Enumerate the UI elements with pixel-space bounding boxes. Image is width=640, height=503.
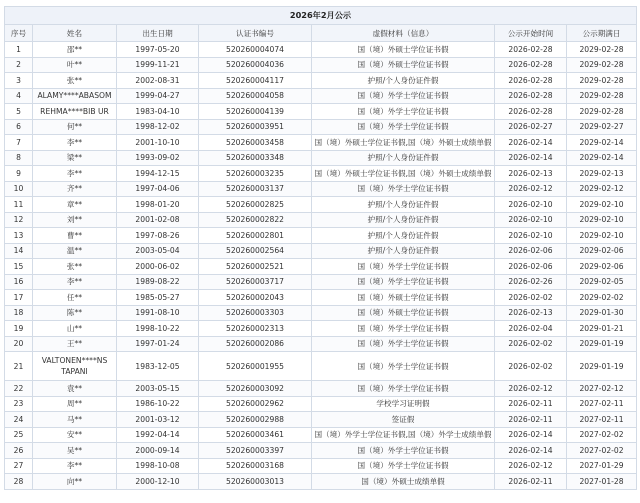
cell-no: 10 bbox=[5, 181, 33, 197]
cell-cert: 520260003951 bbox=[199, 119, 312, 135]
cell-no: 4 bbox=[5, 88, 33, 104]
col-header-no: 序号 bbox=[5, 25, 33, 42]
cell-no: 7 bbox=[5, 135, 33, 151]
cell-cert: 520260004074 bbox=[199, 42, 312, 58]
table-body bbox=[5, 42, 637, 490]
cell-name: 向** bbox=[33, 474, 117, 490]
cell-material: 国（境）外学士学位证书假 bbox=[312, 458, 495, 474]
cell-cert: 520260003458 bbox=[199, 135, 312, 151]
cell-birth: 2000-09-14 bbox=[117, 443, 199, 459]
table-row bbox=[5, 212, 637, 228]
cell-birth: 2002-08-31 bbox=[117, 73, 199, 89]
cell-material: 国（境）外学士学位证书假 bbox=[312, 321, 495, 337]
cell-start: 2026-02-28 bbox=[495, 88, 567, 104]
cell-name: 刘** bbox=[33, 212, 117, 228]
cell-start: 2026-02-06 bbox=[495, 259, 567, 275]
cell-birth: 2001-03-12 bbox=[117, 412, 199, 428]
cell-material: 国（境）外硕士学位证书假 bbox=[312, 42, 495, 58]
cell-cert: 520260003461 bbox=[199, 427, 312, 443]
cell-material: 护照/个人身份证件假 bbox=[312, 150, 495, 166]
cell-birth: 2000-12-10 bbox=[117, 474, 199, 490]
cell-birth: 1991-08-10 bbox=[117, 305, 199, 321]
table-row bbox=[5, 381, 637, 397]
cell-end: 2027-02-11 bbox=[567, 396, 637, 412]
cell-no: 19 bbox=[5, 321, 33, 337]
cell-no: 5 bbox=[5, 104, 33, 120]
cell-material: 国（境）外学士学位证书假 bbox=[312, 104, 495, 120]
cell-end: 2029-02-14 bbox=[567, 150, 637, 166]
cell-end: 2029-01-30 bbox=[567, 305, 637, 321]
cell-cert: 520260003397 bbox=[199, 443, 312, 459]
cell-cert: 520260002521 bbox=[199, 259, 312, 275]
cell-birth: 1997-04-06 bbox=[117, 181, 199, 197]
cell-no: 21 bbox=[5, 352, 33, 381]
cell-name: 李** bbox=[33, 135, 117, 151]
notice-table-container bbox=[4, 6, 636, 490]
cell-no: 12 bbox=[5, 212, 33, 228]
cell-no: 3 bbox=[5, 73, 33, 89]
cell-end: 2029-02-28 bbox=[567, 88, 637, 104]
cell-cert: 520260003348 bbox=[199, 150, 312, 166]
cell-birth: 1989-08-22 bbox=[117, 274, 199, 290]
cell-material: 护照/个人身份证件假 bbox=[312, 73, 495, 89]
cell-cert: 520260003235 bbox=[199, 166, 312, 182]
cell-cert: 520260004139 bbox=[199, 104, 312, 120]
cell-name: 温** bbox=[33, 243, 117, 259]
cell-start: 2026-02-06 bbox=[495, 243, 567, 259]
table-row bbox=[5, 135, 637, 151]
cell-start: 2026-02-10 bbox=[495, 212, 567, 228]
cell-birth: 2003-05-04 bbox=[117, 243, 199, 259]
cell-birth: 1999-11-21 bbox=[117, 57, 199, 73]
cell-start: 2026-02-02 bbox=[495, 352, 567, 381]
table-row bbox=[5, 305, 637, 321]
cell-start: 2026-02-13 bbox=[495, 166, 567, 182]
cell-end: 2029-02-27 bbox=[567, 119, 637, 135]
cell-start: 2026-02-14 bbox=[495, 150, 567, 166]
cell-name: 梁** bbox=[33, 150, 117, 166]
table-row bbox=[5, 228, 637, 244]
cell-no: 17 bbox=[5, 290, 33, 306]
cell-start: 2026-02-28 bbox=[495, 73, 567, 89]
cell-no: 28 bbox=[5, 474, 33, 490]
cell-no: 24 bbox=[5, 412, 33, 428]
cell-start: 2026-02-27 bbox=[495, 119, 567, 135]
cell-no: 22 bbox=[5, 381, 33, 397]
col-header-cert: 认证书编号 bbox=[199, 25, 312, 42]
cell-material: 国（境）外硕士学位证书假 bbox=[312, 305, 495, 321]
notice-table bbox=[4, 6, 637, 490]
cell-birth: 1985-05-27 bbox=[117, 290, 199, 306]
cell-end: 2027-01-29 bbox=[567, 458, 637, 474]
table-row bbox=[5, 412, 637, 428]
cell-name: 叶** bbox=[33, 57, 117, 73]
cell-name: 袁** bbox=[33, 381, 117, 397]
cell-start: 2026-02-11 bbox=[495, 412, 567, 428]
cell-birth: 1983-12-05 bbox=[117, 352, 199, 381]
cell-cert: 520260003168 bbox=[199, 458, 312, 474]
cell-start: 2026-02-12 bbox=[495, 181, 567, 197]
cell-start: 2026-02-10 bbox=[495, 228, 567, 244]
cell-material: 国（境）外硕士成绩单假 bbox=[312, 474, 495, 490]
table-row bbox=[5, 474, 637, 490]
cell-cert: 520260001955 bbox=[199, 352, 312, 381]
cell-end: 2029-02-14 bbox=[567, 135, 637, 151]
cell-birth: 1998-10-08 bbox=[117, 458, 199, 474]
cell-start: 2026-02-10 bbox=[495, 197, 567, 213]
cell-name: REHMA****BIB UR bbox=[33, 104, 117, 120]
table-title: 2026年2月公示 bbox=[5, 7, 637, 25]
cell-start: 2026-02-12 bbox=[495, 381, 567, 397]
cell-no: 1 bbox=[5, 42, 33, 58]
cell-cert: 520260002801 bbox=[199, 228, 312, 244]
cell-start: 2026-02-02 bbox=[495, 336, 567, 352]
cell-no: 13 bbox=[5, 228, 33, 244]
cell-birth: 2001-02-08 bbox=[117, 212, 199, 228]
cell-start: 2026-02-14 bbox=[495, 443, 567, 459]
cell-end: 2029-02-28 bbox=[567, 73, 637, 89]
table-row bbox=[5, 427, 637, 443]
cell-start: 2026-02-14 bbox=[495, 427, 567, 443]
cell-cert: 520260002825 bbox=[199, 197, 312, 213]
cell-name: ALAMY****ABASOM bbox=[33, 88, 117, 104]
cell-name: 陈** bbox=[33, 305, 117, 321]
cell-end: 2029-01-19 bbox=[567, 352, 637, 381]
cell-end: 2029-02-02 bbox=[567, 290, 637, 306]
table-title-row bbox=[5, 7, 637, 25]
cell-name: 曹** bbox=[33, 228, 117, 244]
cell-material: 国（境）外硕士学位证书假 bbox=[312, 290, 495, 306]
cell-name: 安** bbox=[33, 427, 117, 443]
cell-no: 23 bbox=[5, 396, 33, 412]
cell-cert: 520260004058 bbox=[199, 88, 312, 104]
cell-birth: 1993-09-02 bbox=[117, 150, 199, 166]
table-row bbox=[5, 57, 637, 73]
cell-no: 16 bbox=[5, 274, 33, 290]
cell-birth: 1998-01-20 bbox=[117, 197, 199, 213]
cell-start: 2026-02-26 bbox=[495, 274, 567, 290]
cell-birth: 1997-08-26 bbox=[117, 228, 199, 244]
cell-name: 李** bbox=[33, 458, 117, 474]
cell-material: 国（境）外硕士学位证书假,国（境）外硕士成绩单假 bbox=[312, 135, 495, 151]
cell-cert: 520260002822 bbox=[199, 212, 312, 228]
cell-end: 2027-02-12 bbox=[567, 381, 637, 397]
cell-birth: 1998-10-22 bbox=[117, 321, 199, 337]
cell-end: 2029-02-12 bbox=[567, 181, 637, 197]
cell-material: 国（境）外学士学位证书假,国（境）外学士成绩单假 bbox=[312, 427, 495, 443]
cell-start: 2026-02-28 bbox=[495, 104, 567, 120]
cell-material: 国（境）外学士学位证书假 bbox=[312, 259, 495, 275]
cell-cert: 520260003092 bbox=[199, 381, 312, 397]
cell-no: 2 bbox=[5, 57, 33, 73]
table-row bbox=[5, 290, 637, 306]
cell-birth: 1986-10-22 bbox=[117, 396, 199, 412]
cell-no: 8 bbox=[5, 150, 33, 166]
cell-cert: 520260002043 bbox=[199, 290, 312, 306]
cell-name: 吴** bbox=[33, 443, 117, 459]
col-header-start: 公示开始时间 bbox=[495, 25, 567, 42]
cell-birth: 1983-04-10 bbox=[117, 104, 199, 120]
cell-birth: 2001-10-10 bbox=[117, 135, 199, 151]
cell-material: 护照/个人身份证件假 bbox=[312, 243, 495, 259]
cell-name: 周** bbox=[33, 396, 117, 412]
cell-material: 国（境）外学士学位证书假 bbox=[312, 381, 495, 397]
cell-material: 学校学习证明假 bbox=[312, 396, 495, 412]
cell-end: 2029-02-28 bbox=[567, 104, 637, 120]
cell-end: 2029-02-10 bbox=[567, 212, 637, 228]
cell-material: 护照/个人身份证件假 bbox=[312, 212, 495, 228]
cell-end: 2029-02-05 bbox=[567, 274, 637, 290]
cell-cert: 520260003717 bbox=[199, 274, 312, 290]
cell-name: 张** bbox=[33, 259, 117, 275]
cell-cert: 520260003013 bbox=[199, 474, 312, 490]
cell-birth: 2000-06-02 bbox=[117, 259, 199, 275]
cell-material: 国（境）外硕士学位证书假,国（境）外硕士成绩单假 bbox=[312, 166, 495, 182]
cell-start: 2026-02-28 bbox=[495, 42, 567, 58]
table-row bbox=[5, 443, 637, 459]
cell-start: 2026-02-11 bbox=[495, 474, 567, 490]
table-row bbox=[5, 352, 637, 381]
col-header-material: 虚假材料（信息） bbox=[312, 25, 495, 42]
cell-start: 2026-02-13 bbox=[495, 305, 567, 321]
cell-end: 2027-02-11 bbox=[567, 412, 637, 428]
cell-material: 国（境）外学士学位证书假 bbox=[312, 181, 495, 197]
cell-no: 11 bbox=[5, 197, 33, 213]
cell-start: 2026-02-28 bbox=[495, 57, 567, 73]
cell-name: 何** bbox=[33, 119, 117, 135]
cell-cert: 520260003303 bbox=[199, 305, 312, 321]
cell-birth: 1999-04-27 bbox=[117, 88, 199, 104]
cell-no: 15 bbox=[5, 259, 33, 275]
table-row bbox=[5, 274, 637, 290]
cell-material: 国（境）外学士学位证书假 bbox=[312, 274, 495, 290]
cell-birth: 2003-05-15 bbox=[117, 381, 199, 397]
cell-start: 2026-02-04 bbox=[495, 321, 567, 337]
cell-material: 国（境）外硕士学位证书假 bbox=[312, 57, 495, 73]
cell-end: 2029-02-10 bbox=[567, 228, 637, 244]
cell-no: 9 bbox=[5, 166, 33, 182]
cell-start: 2026-02-11 bbox=[495, 396, 567, 412]
cell-end: 2029-02-10 bbox=[567, 197, 637, 213]
cell-end: 2027-02-02 bbox=[567, 427, 637, 443]
cell-cert: 520260004117 bbox=[199, 73, 312, 89]
table-row bbox=[5, 321, 637, 337]
cell-end: 2029-02-13 bbox=[567, 166, 637, 182]
cell-name: 李** bbox=[33, 166, 117, 182]
cell-material: 国（境）外学士学位证书假 bbox=[312, 352, 495, 381]
cell-end: 2029-02-28 bbox=[567, 42, 637, 58]
cell-name: 任** bbox=[33, 290, 117, 306]
cell-cert: 520260002564 bbox=[199, 243, 312, 259]
cell-name: 齐** bbox=[33, 181, 117, 197]
table-row bbox=[5, 336, 637, 352]
cell-material: 国（境）外学士学位证书假 bbox=[312, 119, 495, 135]
cell-material: 签证假 bbox=[312, 412, 495, 428]
cell-name: 邵** bbox=[33, 42, 117, 58]
cell-name: VALTONEN****NS TAPANI bbox=[33, 352, 117, 381]
cell-cert: 520260002086 bbox=[199, 336, 312, 352]
cell-name: 李** bbox=[33, 274, 117, 290]
table-row bbox=[5, 458, 637, 474]
cell-start: 2026-02-12 bbox=[495, 458, 567, 474]
table-row bbox=[5, 181, 637, 197]
cell-name: 章** bbox=[33, 197, 117, 213]
col-header-birth: 出生日期 bbox=[117, 25, 199, 42]
table-row bbox=[5, 197, 637, 213]
table-row bbox=[5, 42, 637, 58]
cell-material: 国（境）外学士学位证书假 bbox=[312, 443, 495, 459]
cell-end: 2027-02-02 bbox=[567, 443, 637, 459]
table-row bbox=[5, 243, 637, 259]
cell-cert: 520260002962 bbox=[199, 396, 312, 412]
table-row bbox=[5, 396, 637, 412]
cell-start: 2026-02-02 bbox=[495, 290, 567, 306]
cell-no: 14 bbox=[5, 243, 33, 259]
cell-no: 27 bbox=[5, 458, 33, 474]
cell-cert: 520260004036 bbox=[199, 57, 312, 73]
cell-birth: 1998-12-02 bbox=[117, 119, 199, 135]
col-header-end: 公示期满日 bbox=[567, 25, 637, 42]
cell-no: 20 bbox=[5, 336, 33, 352]
cell-start: 2026-02-14 bbox=[495, 135, 567, 151]
col-header-name: 姓名 bbox=[33, 25, 117, 42]
cell-material: 国（境）外学士学位证书假 bbox=[312, 336, 495, 352]
cell-name: 马** bbox=[33, 412, 117, 428]
cell-birth: 1997-05-20 bbox=[117, 42, 199, 58]
cell-name: 山** bbox=[33, 321, 117, 337]
table-row bbox=[5, 119, 637, 135]
cell-name: 王** bbox=[33, 336, 117, 352]
cell-cert: 520260003137 bbox=[199, 181, 312, 197]
cell-material: 护照/个人身份证件假 bbox=[312, 228, 495, 244]
cell-material: 护照/个人身份证件假 bbox=[312, 197, 495, 213]
table-row bbox=[5, 88, 637, 104]
cell-end: 2029-02-06 bbox=[567, 259, 637, 275]
cell-end: 2027-01-28 bbox=[567, 474, 637, 490]
cell-no: 25 bbox=[5, 427, 33, 443]
cell-no: 6 bbox=[5, 119, 33, 135]
cell-end: 2029-01-19 bbox=[567, 336, 637, 352]
cell-no: 26 bbox=[5, 443, 33, 459]
cell-name: 张** bbox=[33, 73, 117, 89]
table-row bbox=[5, 166, 637, 182]
cell-end: 2029-02-28 bbox=[567, 57, 637, 73]
cell-cert: 520260002988 bbox=[199, 412, 312, 428]
cell-end: 2029-01-21 bbox=[567, 321, 637, 337]
cell-material: 国（境）外学士学位证书假 bbox=[312, 88, 495, 104]
table-row bbox=[5, 104, 637, 120]
cell-birth: 1994-12-15 bbox=[117, 166, 199, 182]
table-row bbox=[5, 73, 637, 89]
table-header-row bbox=[5, 25, 637, 42]
cell-end: 2029-02-06 bbox=[567, 243, 637, 259]
cell-cert: 520260002313 bbox=[199, 321, 312, 337]
table-row bbox=[5, 150, 637, 166]
cell-birth: 1997-01-24 bbox=[117, 336, 199, 352]
table-row bbox=[5, 259, 637, 275]
cell-no: 18 bbox=[5, 305, 33, 321]
cell-birth: 1992-04-14 bbox=[117, 427, 199, 443]
